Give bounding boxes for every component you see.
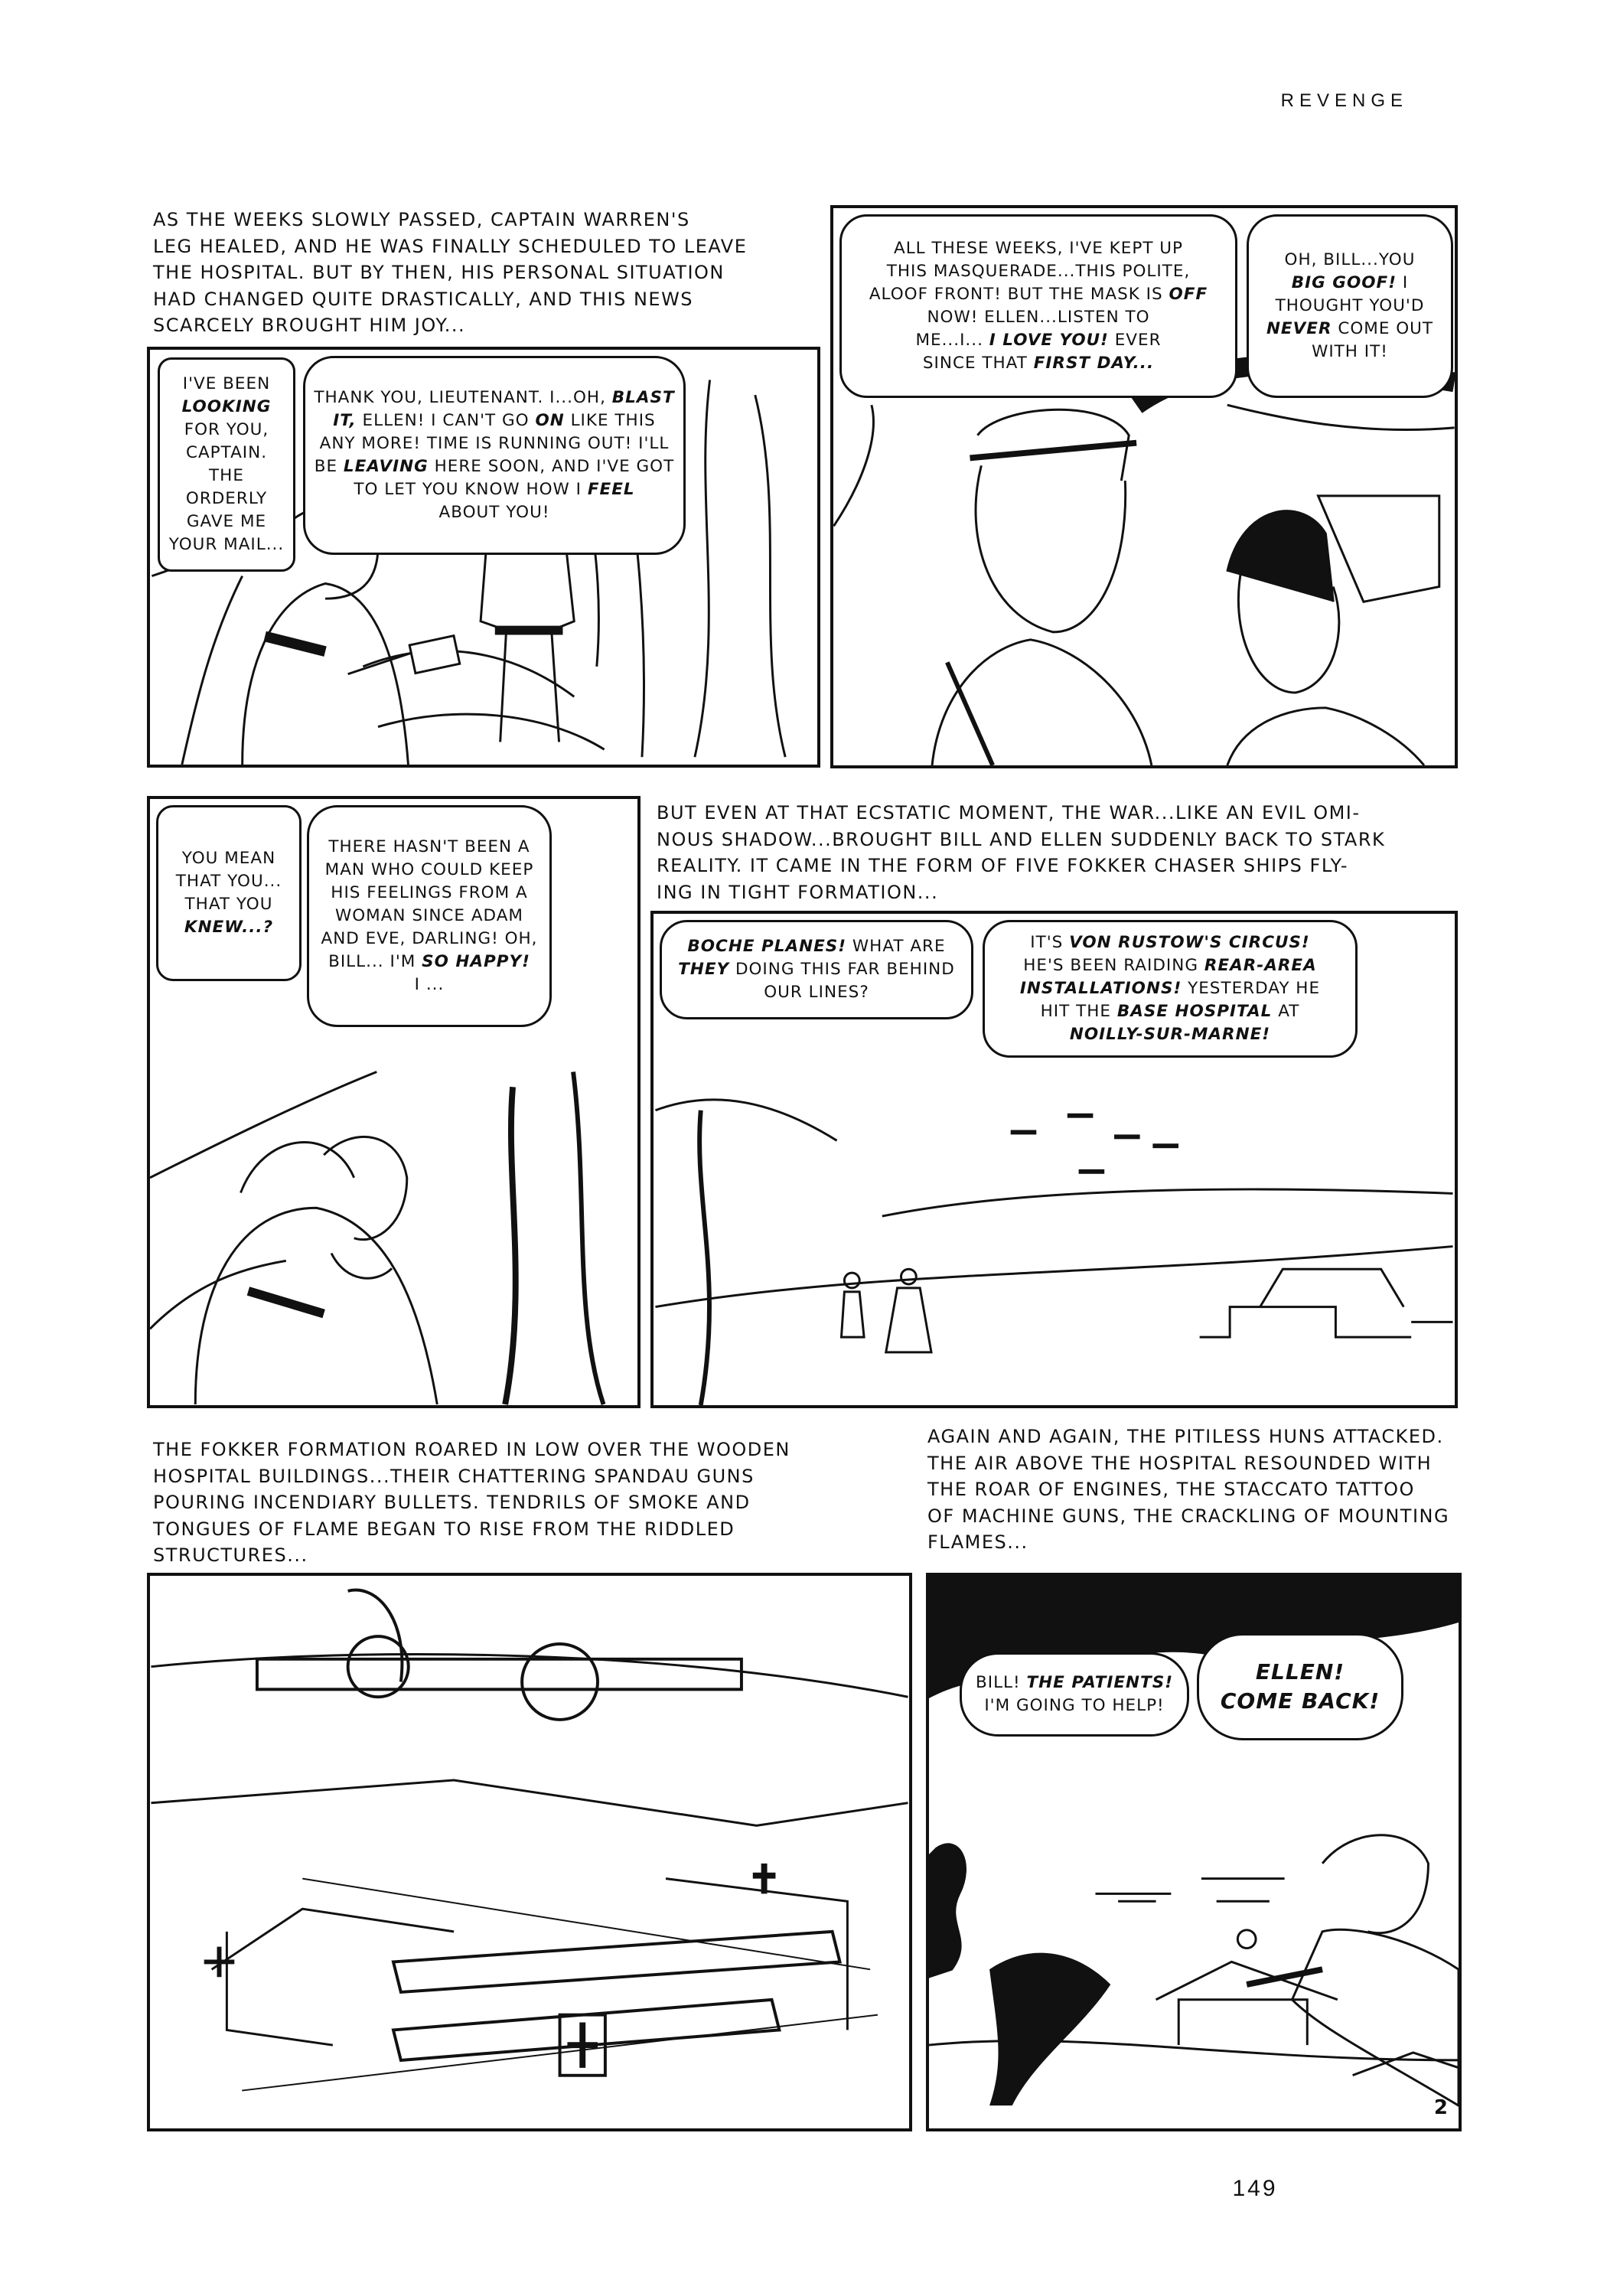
caption-weeks-passed: AS THE WEEKS SLOWLY PASSED, CAPTAIN WARREN'S LEG HEALED, AND HE WAS FINALLY SCHEDULED TO LEAVE THE HOSPITAL. BUT BY THEN, HIS PERSONAL SITUATION HAD CHANGED QUITE DRASTICALLY, AND THIS NEWS SCARCELY BROUGHT HIM JOY... [153, 209, 748, 336]
balloon-bill-blast-it: THANK YOU, LIEUTENANT. I...OH, BLAST IT, ELLEN! I CAN'T GO ON LIKE THIS ANY MORE! TIME IS RUNNING OUT! I'LL BE LEAVING HERE SOON, AND I'VE GOT TO LET YOU KNOW HOW I FEEL ABOUT YOU! [303, 356, 686, 555]
panel-6-come-back [926, 1573, 1462, 2131]
panel-5-illustration [150, 1576, 909, 2128]
fokker-biplane-bottom [393, 1864, 840, 2076]
balloon-ellen-mail: I'VE BEEN LOOKING FOR YOU, CAPTAIN. THE ORDERLY GAVE ME YOUR MAIL... [158, 357, 295, 572]
panel-3-embrace [147, 796, 641, 1408]
fokker-planes [1011, 1114, 1178, 1174]
letter [409, 636, 460, 673]
couple-figures [195, 1137, 437, 1404]
balloon-bill-you-knew: YOU MEAN THAT YOU... THAT YOU KNEW...? [156, 805, 302, 981]
caption-fokker-formation: THE FOKKER FORMATION ROARED IN LOW OVER THE WOODEN HOSPITAL BUILDINGS...THEIR CHATTERING SPANDAU GUNS POURING INCENDIARY BULLETS. TENDRILS OF SMOKE AND TONGUES OF FLAME BEGAN TO RISE FROM THE RIDDLED STRUCTURES... [153, 1439, 790, 1566]
bill-reaching [1247, 1835, 1459, 2105]
caption-war-shadow: BUT EVEN AT THAT ECSTATIC MOMENT, THE WAR...LIKE AN EVIL OMI- NOUS SHADOW...BROUGHT BILL AND ELLEN SUDDENLY BACK TO STARK REALITY. IT CAME IN THE FORM OF FIVE FOKKER CHASER SHIPS FLY- ING IN TIGHT FORMATION... [657, 802, 1386, 903]
distant-biplanes [1095, 1879, 1284, 1949]
ellen-face [1227, 496, 1439, 765]
panel-4-fokker-approach [650, 911, 1458, 1408]
balloon-ellen-big-goof: OH, BILL...YOU BIG GOOF! I THOUGHT YOU'D NEVER COME OUT WITH IT! [1247, 214, 1453, 398]
balloon-bill-von-rustow: IT'S VON RUSTOW'S CIRCUS! HE'S BEEN RAIDING REAR-AREA INSTALLATIONS! YESTERDAY HE HIT THE BASE HOSPITAL AT NOILLY-SUR-MARNE! [983, 920, 1358, 1058]
panel-5-strafing-run [147, 1573, 912, 2131]
ellen-running [989, 1953, 1110, 2105]
balloon-ellen-the-patients: BILL! THE PATIENTS! I'M GOING TO HELP! [960, 1652, 1189, 1737]
panel-2-confession [830, 205, 1458, 768]
running-head: REVENGE [1280, 90, 1408, 111]
balloon-bill-come-back: ELLEN! COME BACK! [1197, 1633, 1403, 1740]
balloon-ellen-boche-planes: BOCHE PLANES! WHAT ARE THEY DOING THIS FAR BEHIND OUR LINES? [660, 920, 973, 1019]
bill-face [932, 409, 1152, 765]
panel-1-forest-mail [147, 347, 820, 768]
hospital-cross [204, 1947, 235, 1978]
page-number: 149 [1232, 2176, 1278, 2201]
balloon-ellen-so-happy: THERE HASN'T BEEN A MAN WHO COULD KEEP HIS FEELINGS FROM A WOMAN SINCE ADAM AND EVE, DARLING! OH, BILL... I'M SO HAPPY! I ... [307, 805, 552, 1027]
caption-huns-attacked: AGAIN AND AGAIN, THE PITILESS HUNS ATTACKED. THE AIR ABOVE THE HOSPITAL RESOUNDED WITH THE ROAR OF ENGINES, THE STACCATO TATTOO OF MACHINE GUNS, THE CRACKLING OF MOUNTING FLAMES... [927, 1426, 1450, 1553]
panel-number: 2 [1433, 2096, 1448, 2119]
balloon-bill-i-love-you: ALL THESE WEEKS, I'VE KEPT UP THIS MASQUERADE...THIS POLITE, ALOOF FRONT! BUT THE MASK IS OFF NOW! ELLEN...LISTEN TO ME...I... I LOVE YOU! EVER SINCE THAT FIRST DAY... [839, 214, 1237, 398]
